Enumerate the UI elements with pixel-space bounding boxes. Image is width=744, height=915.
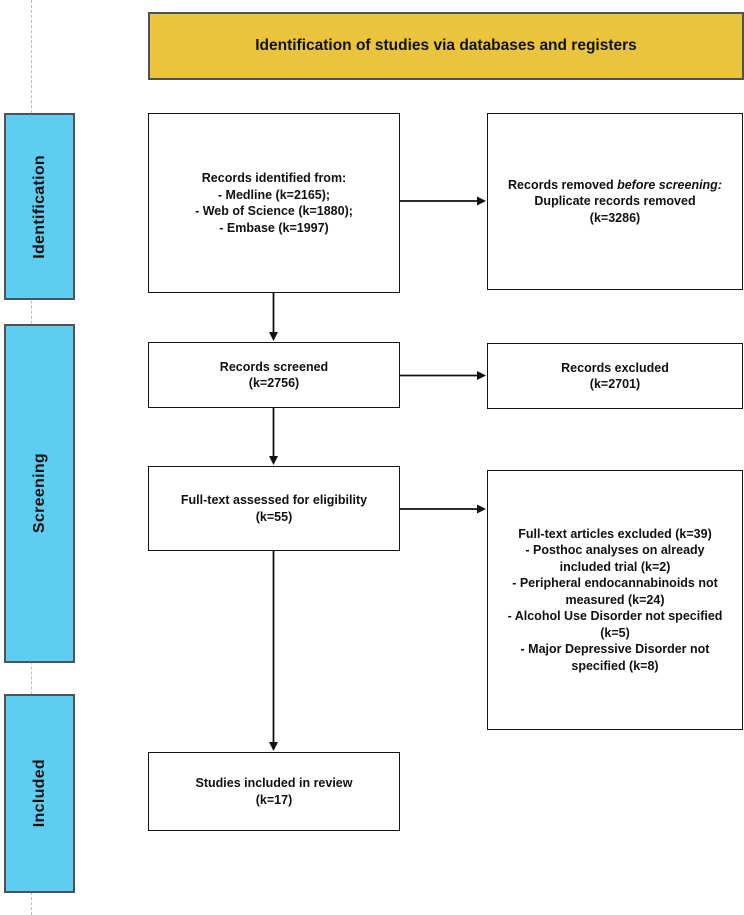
records-removed-emphasis: before screening: bbox=[617, 177, 722, 192]
box-records-excluded bbox=[487, 343, 743, 409]
fulltext-assessed-label: Full-text assessed for eligibility bbox=[180, 493, 368, 507]
records-identified-heading: Records identified from: bbox=[201, 171, 347, 185]
exclusion-reason: - Peripheral endocannabinoids not measured (k=24) bbox=[512, 576, 718, 607]
box-fulltext-excluded bbox=[487, 470, 743, 730]
stage-label-screening: Screening bbox=[30, 453, 48, 534]
source-item: - Web of Science (k=1880); bbox=[195, 204, 353, 218]
diagram-title-text: Identification of studies via databases and registers bbox=[255, 37, 637, 54]
records-excluded-count: (k=2701) bbox=[589, 377, 641, 391]
box-records-identified bbox=[148, 113, 400, 293]
source-item: - Medline (k=2165); bbox=[217, 187, 331, 202]
records-removed-line2: Duplicate records removed bbox=[534, 194, 696, 209]
records-removed-prefix: Records removed bbox=[508, 177, 618, 192]
records-screened-count: (k=2756) bbox=[248, 376, 300, 390]
stage-label-included: Included bbox=[30, 759, 48, 828]
box-fulltext-assessed bbox=[148, 466, 400, 551]
stage-band-screening bbox=[4, 324, 75, 663]
stage-band-identification bbox=[4, 113, 75, 300]
exclusion-reason: - Posthoc analyses on already included trial (k=2) bbox=[525, 543, 705, 574]
studies-included-count: (k=17) bbox=[255, 792, 293, 807]
box-records-screened bbox=[148, 342, 400, 408]
exclusion-reason: - Major Depressive Disorder not specified (k=8) bbox=[520, 642, 710, 673]
fulltext-excluded-heading: Full-text articles excluded (k=39) bbox=[518, 526, 712, 541]
records-identified-sources bbox=[195, 187, 353, 237]
stage-band-included bbox=[4, 694, 75, 893]
box-studies-included bbox=[148, 752, 400, 831]
studies-included-label: Studies included in review bbox=[195, 776, 353, 790]
source-item: - Embase (k=1997) bbox=[219, 220, 329, 235]
exclusion-reason: - Alcohol Use Disorder not specified (k=5) bbox=[507, 609, 723, 640]
records-screened-label: Records screened bbox=[219, 359, 329, 374]
fulltext-excluded-reasons bbox=[498, 542, 732, 674]
box-records-removed bbox=[487, 113, 743, 290]
records-excluded-label: Records excluded bbox=[561, 360, 669, 375]
records-removed-heading bbox=[508, 177, 722, 194]
fulltext-assessed-count: (k=55) bbox=[255, 509, 293, 524]
stage-label-identification: Identification bbox=[30, 154, 48, 259]
records-removed-count: (k=3286) bbox=[589, 210, 641, 225]
diagram-title bbox=[148, 12, 744, 80]
